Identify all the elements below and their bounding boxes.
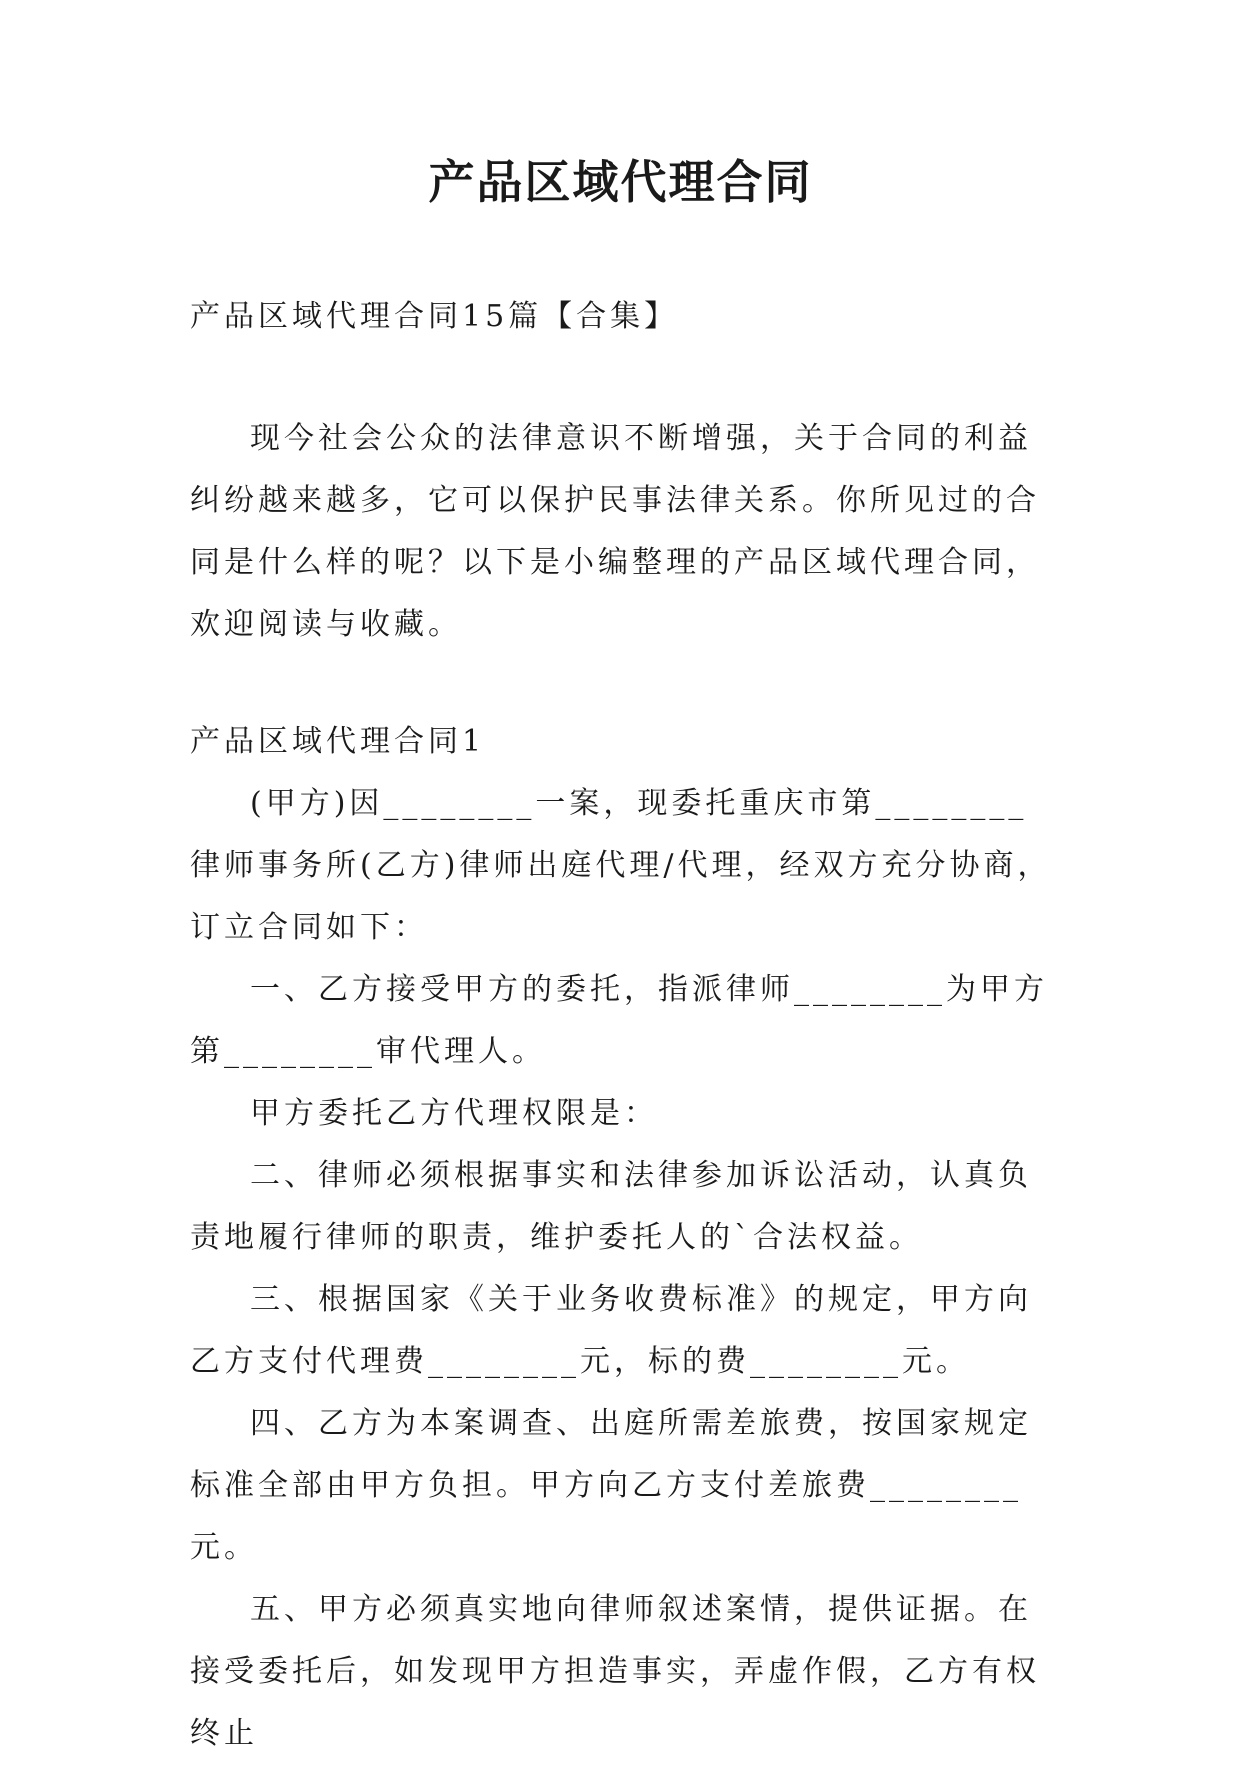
section-heading: 产品区域代理合同1 — [190, 724, 486, 759]
contract-paragraph: 一、乙方接受甲方的委托，指派律师________为甲方第________审代理人。 — [190, 972, 1048, 1069]
document-body — [190, 286, 1052, 1765]
contract-paragraph: (甲方)因________一案，现委托重庆市第________律师事务所(乙方)律师出庭代理/代理，经双方充分协商，订立合同如下： — [190, 786, 1052, 945]
contract-paragraph: 三、根据国家《关于业务收费标准》的规定，甲方向乙方支付代理费________元，标的费________元。 — [190, 1282, 1032, 1379]
contract-paragraph: 五、甲方必须真实地向律师叙述案情，提供证据。在接受委托后，如发现甲方担造事实，弄虚作假，乙方有权终止 — [190, 1592, 1040, 1751]
intro-paragraph: 现今社会公众的法律意识不断增强，关于合同的利益纠纷越来越多，它可以保护民事法律关系。你所见过的合同是什么样的呢？以下是小编整理的产品区域代理合同，欢迎阅读与收藏。 — [190, 421, 1040, 642]
contract-paragraph: 二、律师必须根据事实和法律参加诉讼活动，认真负责地履行律师的职责，维护委托人的`合法权益。 — [190, 1158, 1032, 1255]
document-title: 产品区域代理合同 — [428, 155, 813, 209]
contract-paragraph: 四、乙方为本案调查、出庭所需差旅费，按国家规定标准全部由甲方负担。甲方向乙方支付差旅费________元。 — [190, 1406, 1032, 1565]
contract-paragraph: 甲方委托乙方代理权限是： — [250, 1096, 658, 1131]
document-subtitle: 产品区域代理合同15篇【合集】 — [190, 299, 679, 334]
